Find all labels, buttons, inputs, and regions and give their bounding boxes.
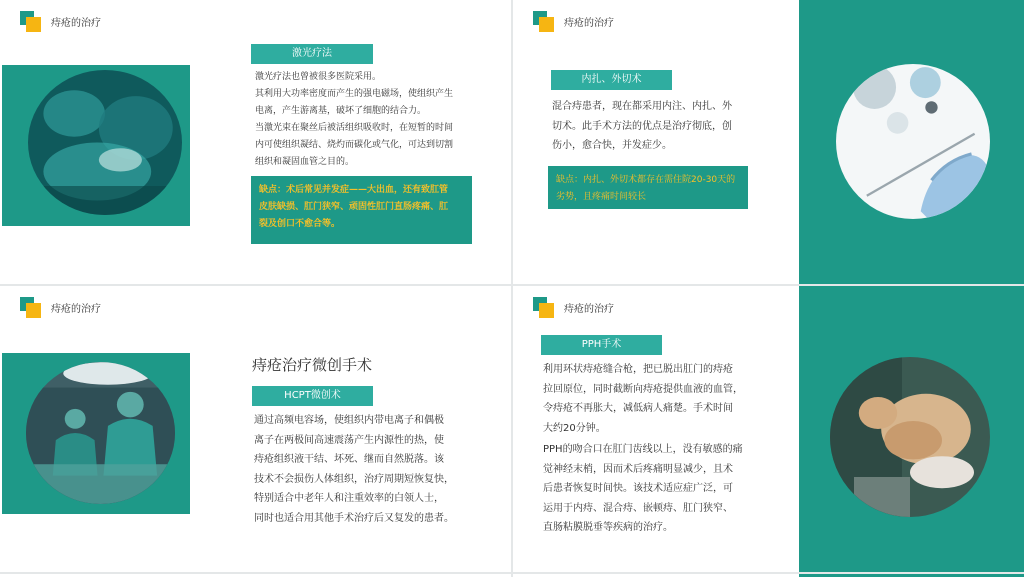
text-line: 电离，产生游离基，破坏了细胞的结合力。 — [255, 106, 427, 116]
slide-laser-therapy — [0, 0, 511, 284]
text-line: 皮肤缺损、肛门狭窄、顽固性肛门直肠疼痛、肛 — [259, 202, 449, 212]
slide-header-title: 痔疮的治疗 — [564, 18, 614, 29]
text-line: 令痔疮不再胀大，减低病人痛楚。手术时间 — [543, 403, 733, 414]
logo-icon — [20, 297, 42, 319]
text-line: 混合痔患者，现在都采用内注、内扎、外 — [552, 101, 732, 112]
text-line: 同时也适合用其他手术治疗后又复发的患者。 — [254, 512, 454, 524]
text-line: PPH的吻合口在肛门齿线以上，没有敏感的痛 — [543, 444, 743, 455]
text-line: 直肠粘膜脱垂等疾病的治疗。 — [543, 522, 673, 533]
text-line: 特别适合中老年人和注重效率的白领人士， — [254, 493, 444, 504]
text-line: 利用环状痔疮缝合枪，把已脱出肛门的痔疮 — [543, 364, 733, 375]
text-line: 痔疮组织液干结、坏死、继而自然脱落。该 — [254, 454, 444, 465]
pph-description — [543, 360, 773, 438]
pill-laser-therapy: 激光疗法 — [251, 44, 373, 64]
text-line: 拉回原位，同时截断向痔疮提供血液的血管， — [543, 383, 743, 395]
text-line: 劣势，且疼痛时间较长 — [556, 192, 647, 202]
text-line: 运用于内痔、混合痔、嵌顿痔、肛门狭窄、 — [543, 502, 733, 514]
text-line: 内可使组织凝结、烧灼而碳化或气化，可达到切割 — [255, 140, 454, 150]
pill-ligation-excision: 内扎、外切术 — [551, 70, 672, 90]
text-line: 组织和凝固血管之目的。 — [255, 157, 355, 167]
pph-advantages — [543, 440, 773, 538]
slide-header-title: 痔疮的治疗 — [564, 304, 614, 315]
text-line: 伤小，愈合快，并发症少。 — [552, 140, 672, 151]
slide-header-title: 痔疮的治疗 — [51, 18, 101, 29]
text-line: 激光疗法也曾被很多医院采用。 — [255, 72, 382, 82]
gloved-hand-photo — [836, 64, 990, 219]
pill-hcpt: HCPT微创术 — [252, 386, 373, 406]
surgery-photo — [28, 70, 182, 215]
text-line: 裂及创口不愈合等。 — [259, 219, 341, 229]
logo-icon — [20, 11, 42, 33]
slide-pph-surgery — [513, 286, 1024, 572]
text-line: 大约20分钟。 — [543, 422, 606, 434]
slide-minimally-invasive — [0, 286, 511, 572]
text-line: 其利用大功率密度而产生的强电磁场，使组织产生 — [255, 89, 454, 99]
slide-ligation-excision — [513, 0, 1024, 284]
text-line: 切术。此手术方法的优点是治疗彻底，创 — [552, 120, 732, 132]
section-title: 痔疮治疗微创手术 — [252, 356, 373, 374]
text-line: 通过高频电容场，使组织内带电离子和偶极 — [254, 415, 444, 426]
slide-header-title: 痔疮的治疗 — [51, 304, 101, 315]
laser-description — [255, 69, 475, 171]
logo-icon — [533, 297, 555, 319]
text-line: 离子在两极间高速震荡产生内源性的热，使 — [254, 434, 444, 446]
ligation-drawbacks-box — [548, 166, 748, 209]
text-line: 后患者恢复时间快。该技术适应症广泛，可 — [543, 483, 733, 494]
text-line: 缺点：内扎、外切术都存在需住院20-30天的 — [556, 175, 736, 185]
text-line: 觉神经末梢，因而术后疼痛明显减少，且术 — [543, 463, 733, 475]
laser-drawbacks-box — [251, 176, 472, 244]
text-line: 缺点：术后常见并发症——大出血，还有致肛管 — [259, 185, 449, 195]
operating-room-photo — [26, 362, 175, 504]
pill-pph: PPH手术 — [541, 335, 662, 355]
surgical-hands-photo — [830, 357, 990, 517]
text-line: 当激光束在聚丝后被活组织吸收时，在短暂的时间 — [255, 123, 454, 133]
hcpt-description — [254, 411, 484, 528]
logo-icon — [533, 11, 555, 33]
text-line: 技术不会损伤人体组织，治疗周期短恢复快， — [254, 473, 454, 485]
ligation-description — [552, 97, 762, 156]
